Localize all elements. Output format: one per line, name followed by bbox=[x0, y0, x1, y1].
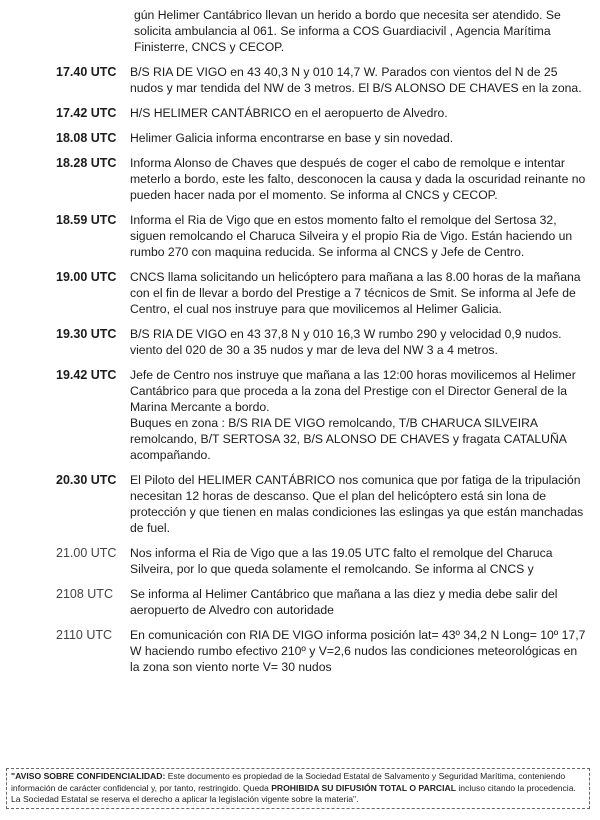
log-entry bbox=[0, 269, 600, 317]
confidentiality-notice bbox=[6, 768, 590, 809]
notice-tail: incluso citando la procedencia. La Sociedad Estatal se reserva el derecho a aplicar la legislación vigente sobre la materia". bbox=[11, 782, 576, 804]
entry-time: 2108 UTC bbox=[56, 587, 113, 601]
entry-text bbox=[130, 326, 586, 358]
entry-text bbox=[130, 105, 586, 121]
notice-lead: "AVISO SOBRE CONFIDENCIALIDAD: bbox=[11, 771, 166, 781]
entry-time: 18.59 UTC bbox=[56, 213, 117, 227]
entry-text bbox=[130, 472, 586, 536]
entry-paragraph: Jefe de Centro nos instruye que mañana a las 12:00 horas movilicemos al Helimer Cantábrico para que proceda a la zona del Prestige con el Director General de la Marina Mercante a bordo. bbox=[130, 368, 576, 414]
log-entry bbox=[0, 130, 600, 146]
entry-time: 18.08 UTC bbox=[56, 131, 117, 145]
entry-paragraph: B/S RIA DE VIGO en 43 37,8 N y 010 16,3 W rumbo 290 y velocidad 0,9 nudos. viento del 020 de 30 a 35 nudos y mar de leva del NW 3 a 4 metros. bbox=[130, 327, 562, 357]
continuation-paragraph: gún Helimer Cantábrico llevan un herido a bordo que necesita ser atendido. Se solicita ambulancia al 061. Se informa a COS Guardiacivil , Agencia Marítima Finisterre, CNCS y CECOP. bbox=[134, 8, 561, 54]
entry-paragraph: Informa el Ria de Vigo que en estos momento falto el remolque del Sertosa 32, siguen remolcando el Charuca Silveira y el propio Ria de Vigo. Están haciendo un rumbo 270 con maquina reducida. Se informa al CNCS y Jefe de Centro. bbox=[130, 213, 573, 259]
entry-paragraph: Nos informa el Ria de Vigo que a las 19.05 UTC falto el remolque del Charuca Silveira, por lo que queda solamente el remolcando. Se informa al CNCS y bbox=[130, 546, 553, 576]
entry-paragraph: El Piloto del HELIMER CANTÁBRICO nos comunica que por fatiga de la tripulación necesitan 12 horas de descanso. Que el plan del helicóptero está sin lona de protección y que tienen en malas condiciones las eslingas ya que están manchadas de fuel. bbox=[130, 473, 584, 535]
entry-paragraph: B/S RIA DE VIGO en 43 40,3 N y 010 14,7 W. Parados con vientos del N de 25 nudos y mar tendida del NW de 3 metros. El B/S ALONSO DE CHAVES en la zona. bbox=[130, 65, 582, 95]
entry-paragraph: En comunicación con RIA DE VIGO informa posición lat= 43º 34,2 N Long= 10º 17,7 W haciendo rumbo efectivo 210º y V=2,6 nudos las condiciones meteorológicas en la zona son viento norte V= 30 nudos bbox=[130, 628, 586, 674]
entry-text bbox=[130, 64, 586, 96]
entry-text bbox=[130, 155, 586, 203]
log-entry bbox=[0, 64, 600, 96]
entry-paragraph: CNCS llama solicitando un helicóptero para mañana a las 8.00 horas de la mañana con el fin de llevar a bordo del Prestige a 7 técnicos de Smit. Se informa al Jefe de Centro, el cual nos instruye para que movilicemos al Helimer Galicia. bbox=[130, 270, 581, 316]
entry-text bbox=[130, 212, 586, 260]
entry-time: 20.30 UTC bbox=[56, 473, 117, 487]
entry-text bbox=[130, 130, 586, 146]
entry-time: 17.40 UTC bbox=[56, 65, 117, 79]
entry-paragraph: H/S HELIMER CANTÁBRICO en el aeropuerto de Alvedro. bbox=[130, 106, 448, 120]
entry-time: 21.00 UTC bbox=[56, 546, 117, 560]
log-entry bbox=[0, 472, 600, 536]
notice-prohibition: PROHIBIDA SU DIFUSIÓN TOTAL O PARCIAL bbox=[271, 782, 456, 793]
log-entry bbox=[0, 586, 600, 618]
entry-text bbox=[130, 269, 586, 317]
log-entry bbox=[0, 326, 600, 358]
log-entry bbox=[0, 212, 600, 260]
entry-text bbox=[130, 367, 586, 463]
entry-paragraph: Buques en zona : B/S RIA DE VIGO remolcando, T/B CHARUCA SILVEIRA remolcando, B/T SERTOSA 32, B/S ALONSO DE CHAVES y fragata CATALUÑA acompañando. bbox=[130, 416, 567, 462]
entry-text bbox=[130, 627, 586, 675]
log-entry bbox=[0, 155, 600, 203]
incident-log bbox=[0, 64, 600, 684]
log-entry bbox=[0, 367, 600, 463]
entry-time: 2110 UTC bbox=[56, 628, 113, 642]
entry-text bbox=[130, 545, 586, 577]
entry-paragraph: Se informa al Helimer Cantábrico que mañana a las diez y media debe salir del aeropuerto de Alvedro con autoridade bbox=[130, 587, 558, 617]
entry-time: 19.42 UTC bbox=[56, 368, 117, 382]
notice-body: Este documento es propiedad de la Sociedad Estatal de Salvamento y Seguridad Marítima, conteniendo información de carácter confidencial y, por tanto, restringido. Queda bbox=[11, 771, 566, 793]
log-entry bbox=[0, 545, 600, 577]
entry-text bbox=[130, 586, 586, 618]
entry-time: 19.00 UTC bbox=[56, 270, 117, 284]
log-entry bbox=[0, 627, 600, 675]
log-entry bbox=[0, 105, 600, 121]
entry-time: 17.42 UTC bbox=[56, 106, 117, 120]
entry-paragraph: Helimer Galicia informa encontrarse en base y sin novedad. bbox=[130, 131, 454, 145]
entry-time: 18.28 UTC bbox=[56, 156, 117, 170]
entry-paragraph: Informa Alonso de Chaves que después de coger el cabo de remolque e intentar meterlo a bordo, este les falto, desconocen la causa y dada la oscuridad reinante no pueden hacer nada por el momento. Se informa al CNCS y CECOP. bbox=[130, 156, 586, 202]
entry-time: 19.30 UTC bbox=[56, 327, 117, 341]
